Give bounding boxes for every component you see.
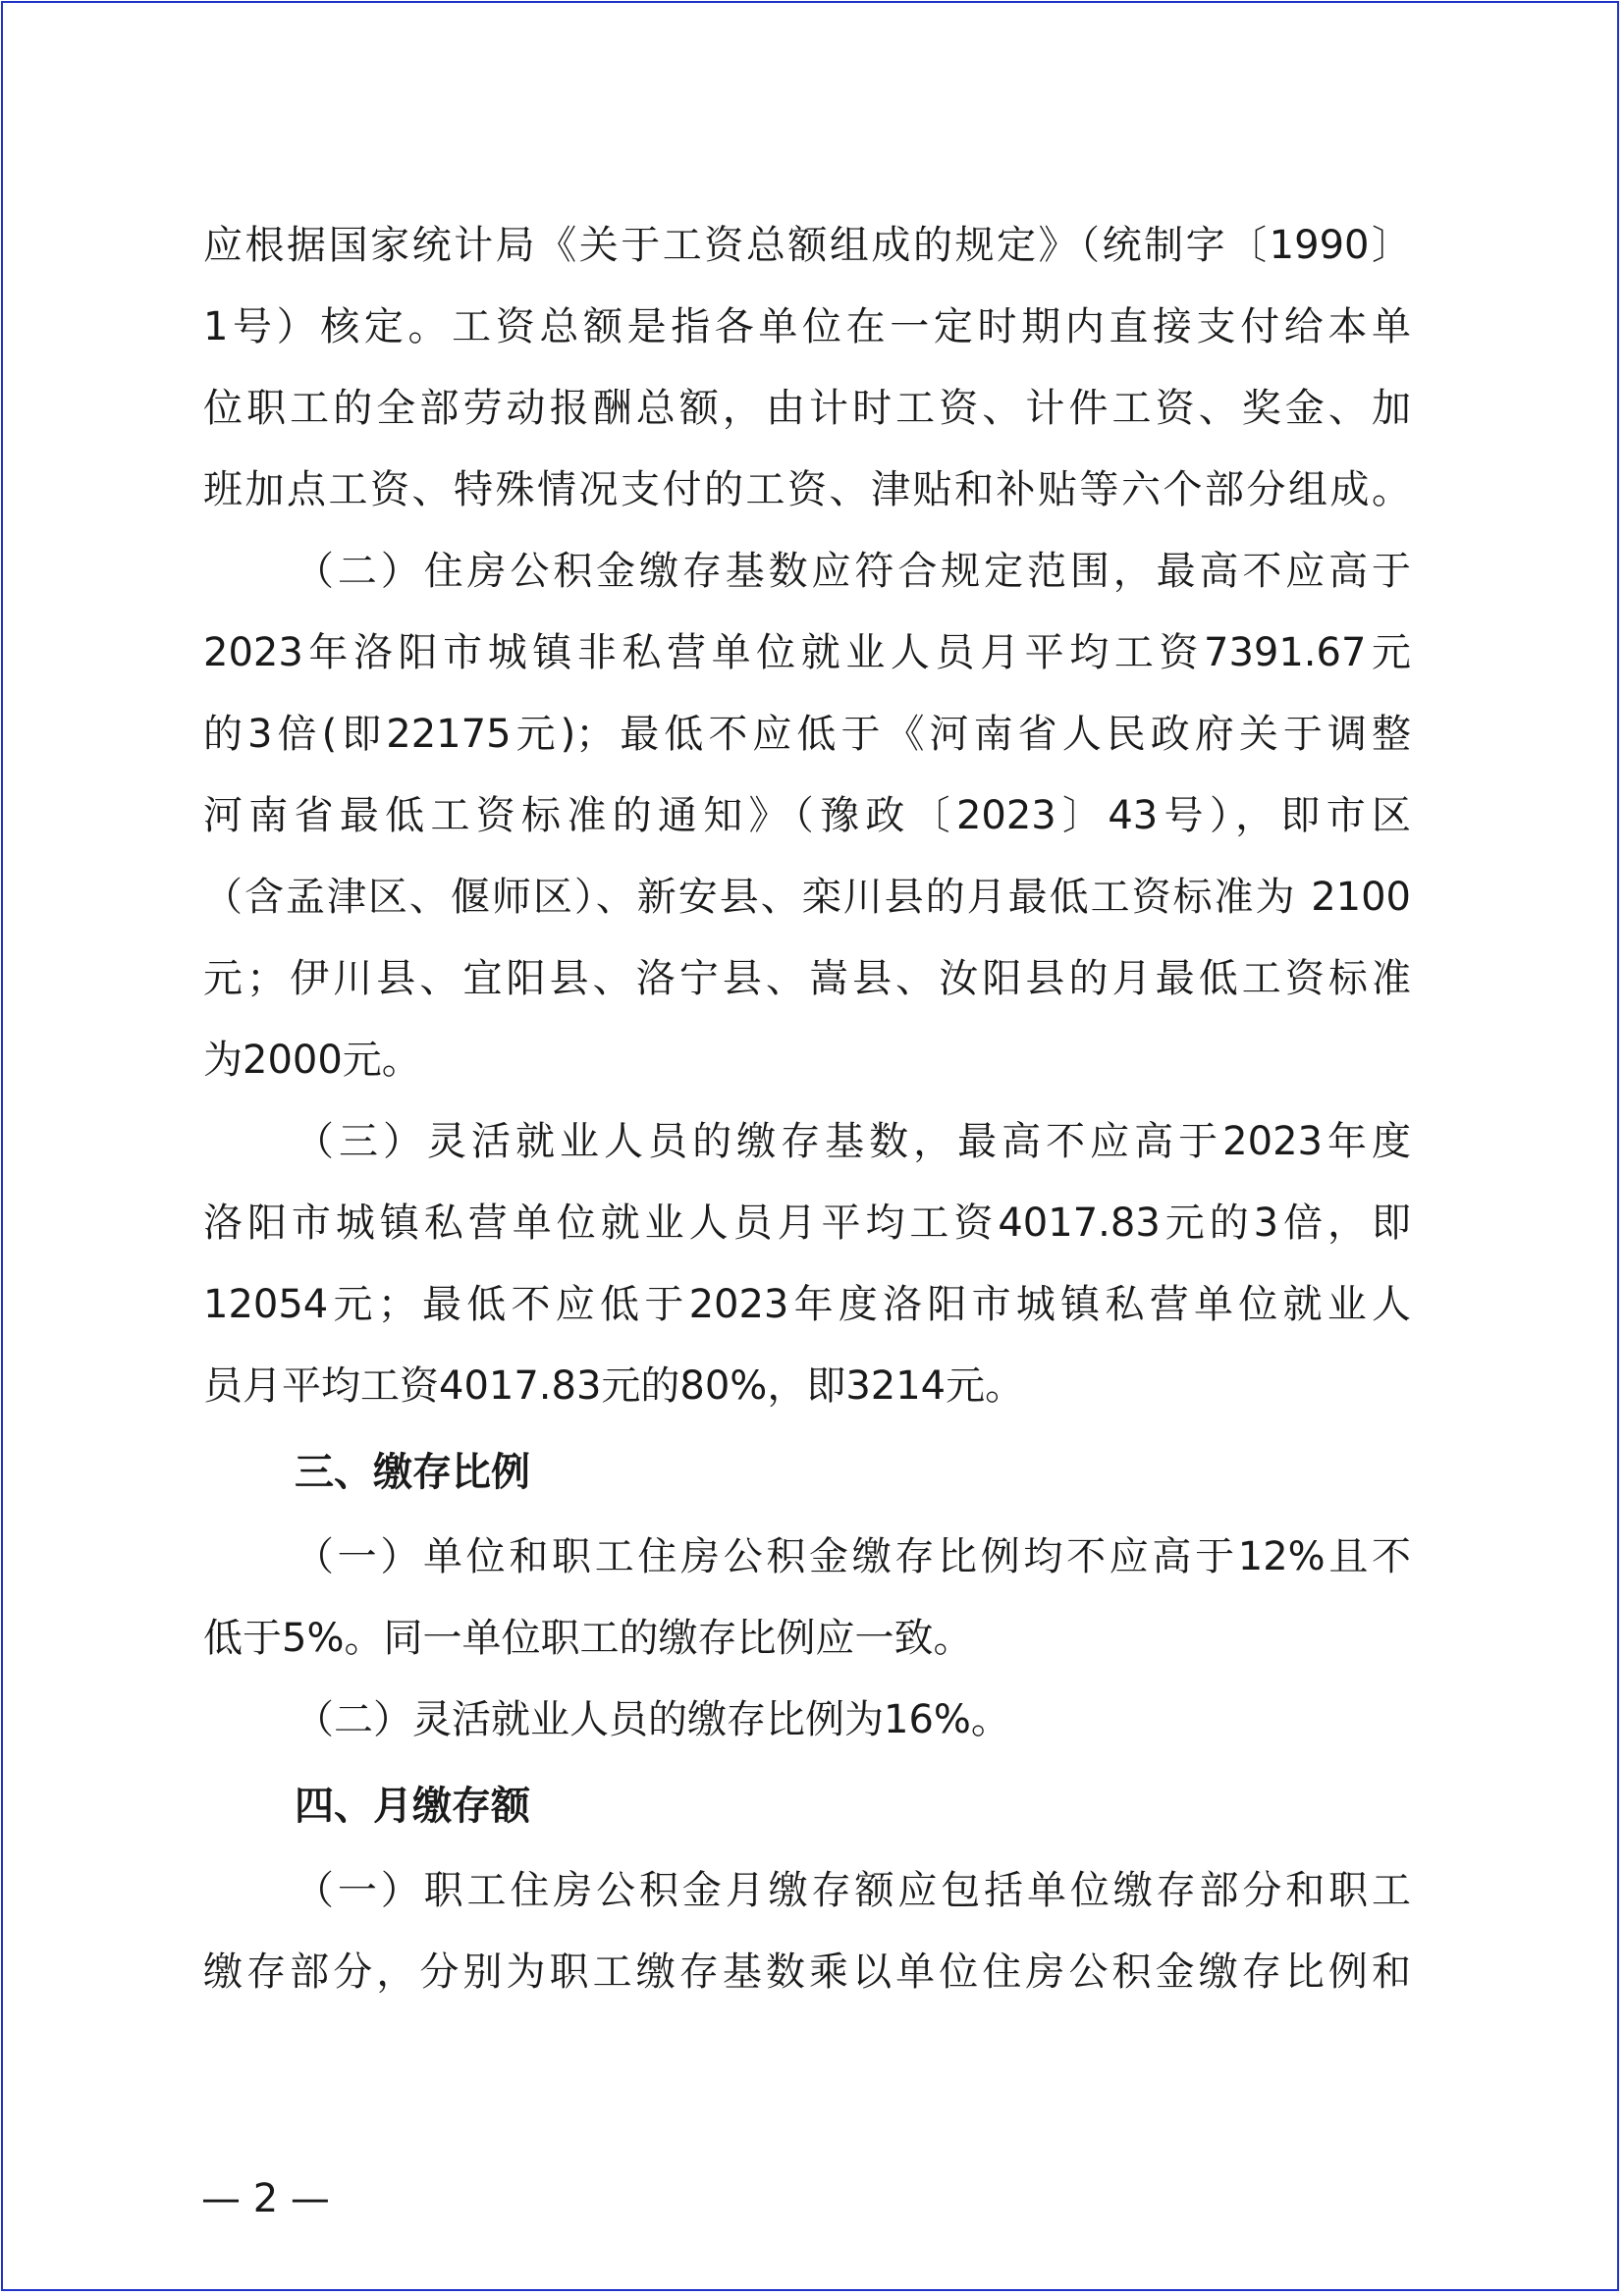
body-line: 的3倍(即22175元)；最低不应低于《河南省人民政府关于调整 — [203, 712, 1411, 757]
body-line: 应根据国家统计局《关于工资总额组成的规定》（统制字〔1990〕 — [203, 223, 1411, 268]
paragraph-start-line: （二）灵活就业人员的缴存比例为16%。 — [295, 1697, 1010, 1742]
body-line: 员月平均工资4017.83元的80%，即3214元。 — [203, 1363, 1025, 1409]
body-line: 班加点工资、特殊情况支付的工资、津贴和补贴等六个部分组成。 — [203, 467, 1411, 512]
body-line: （含孟津区、偃师区）、新安县、栾川县的月最低工资标准为 2100 — [203, 875, 1411, 920]
body-line: 1号）核定。工资总额是指各单位在一定时期内直接支付给本单 — [203, 304, 1411, 349]
body-line: 为2000元。 — [203, 1038, 421, 1083]
body-line: 2023年洛阳市城镇非私营单位就业人员月平均工资7391.67元 — [203, 630, 1411, 675]
body-line: 位职工的全部劳动报酬总额，由计时工资、计件工资、奖金、加 — [203, 386, 1411, 431]
paragraph-start-line: （一）职工住房公积金月缴存额应包括单位缴存部分和职工 — [295, 1868, 1411, 1913]
paragraph-start-line: （三）灵活就业人员的缴存基数，最高不应高于2023年度 — [295, 1119, 1411, 1164]
section-heading: 三、缴存比例 — [295, 1450, 530, 1495]
section-heading: 四、月缴存额 — [295, 1784, 530, 1829]
body-line: 12054元；最低不应低于2023年度洛阳市城镇私营单位就业人 — [203, 1282, 1411, 1327]
page-number: — 2 — — [201, 2176, 330, 2221]
body-line: 洛阳市城镇私营单位就业人员月平均工资4017.83元的3倍，即 — [203, 1201, 1411, 1246]
body-line: 元；伊川县、宜阳县、洛宁县、嵩县、汝阳县的月最低工资标准 — [203, 956, 1411, 1001]
paragraph-start-line: （一）单位和职工住房公积金缴存比例均不应高于12%且不 — [295, 1534, 1411, 1579]
body-line: 河南省最低工资标准的通知》（豫政〔2023〕43号），即市区 — [203, 793, 1411, 838]
paragraph-start-line: （二）住房公积金缴存基数应符合规定范围，最高不应高于 — [295, 549, 1411, 594]
body-line: 缴存部分，分别为职工缴存基数乘以单位住房公积金缴存比例和 — [203, 1949, 1411, 1995]
body-line: 低于5%。同一单位职工的缴存比例应一致。 — [203, 1616, 973, 1661]
